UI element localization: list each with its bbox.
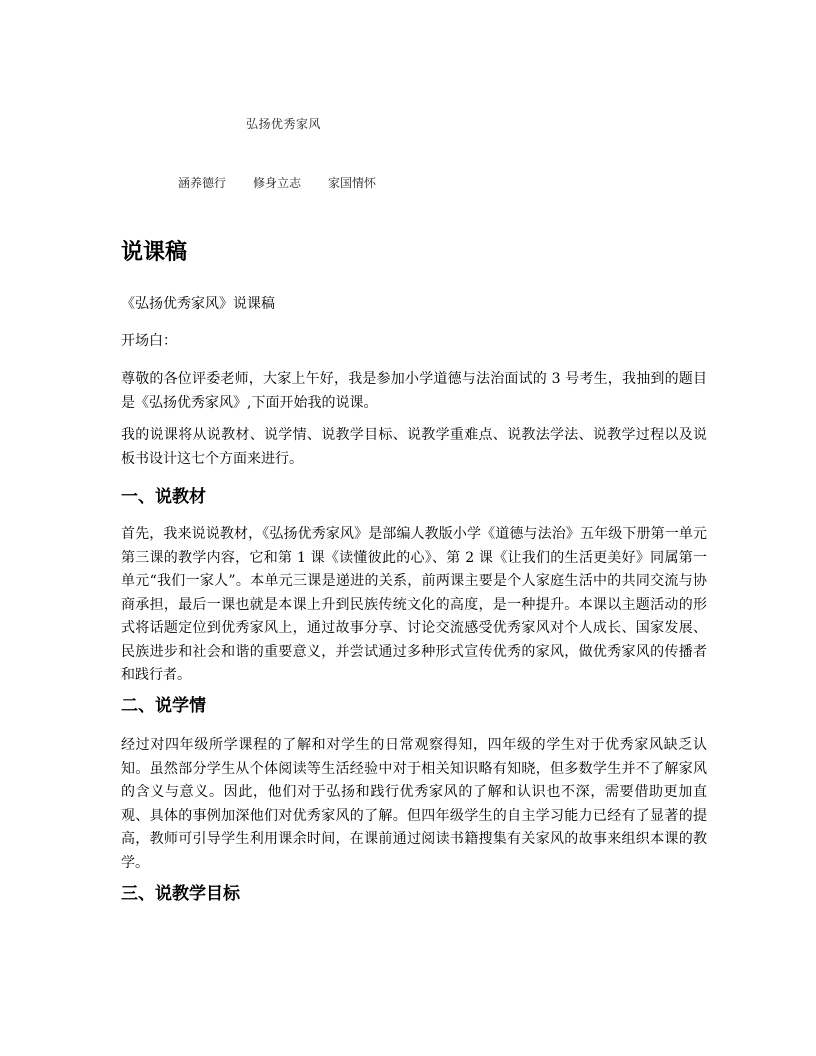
banner-tag: 家国情怀 [328, 176, 377, 190]
overview-paragraph: 我的说课将从说教材、说学情、说教学目标、说教学重难点、说教法学法、说教学过程以及说板书设计这七个方面来进行。 [121, 427, 707, 467]
banner-tags [178, 174, 376, 191]
intro-paragraph: 尊敬的各位评委老师，大家上午好，我是参加小学道德与法治面试的 3 号考生，我抽到的题目是《弘扬优秀家风》,下面开始我的说课。 [121, 371, 707, 411]
banner-tag: 涵养德行 [178, 176, 227, 190]
section-heading-students: 二、说学情 [121, 696, 206, 716]
opening-label: 开场白： [121, 333, 177, 349]
document-title: 说课稿 [121, 240, 188, 265]
banner-title: 弘扬优秀家风 [246, 117, 322, 131]
section-body-materials: 首先，我来说说教材，《弘扬优秀家风》是部编人教版小学《道德与法治》五年级下册第一单元第三课的教学内容，它和第 1 课《读懂彼此的心》、第 2 课《让我们的生活更美好》同属第一单元“我们一家人”。本单元三课是递进的关系，前两课主要是个人家庭生活中的共同交流与协商承担，最后一课也就是本课上升到民族传统文化的高度，是一种提升。本课以主题活动的形式将话题定位到优秀家风上，通过故事分享、讨论交流感受优秀家风对个人成长、国家发展、民族进步和社会和谐的重要意义，并尝试通过多种形式宣传优秀的家风，做优秀家风的传播者和践行者。 [121, 526, 707, 683]
banner-tag: 修身立志 [253, 176, 302, 190]
section-body-students: 经过对四年级所学课程的了解和对学生的日常观察得知，四年级的学生对于优秀家风缺乏认知。虽然部分学生从个体阅读等生活经验中对于相关知识略有知晓，但多数学生并不了解家风的含义与意义。因此，他们对于弘扬和践行优秀家风的了解和认识也不深，需要借助更加直观、具体的事例加深他们对优秀家风的了解。但四年级学生的自主学习能力已经有了显著的提高，教师可引导学生利用课余时间，在课前通过阅读书籍搜集有关家风的故事来组织本课的教学。 [121, 737, 707, 871]
document-subtitle: 《弘扬优秀家风》说课稿 [121, 296, 275, 312]
section-heading-objectives: 三、说教学目标 [121, 884, 240, 904]
section-heading-materials: 一、说教材 [121, 487, 206, 507]
